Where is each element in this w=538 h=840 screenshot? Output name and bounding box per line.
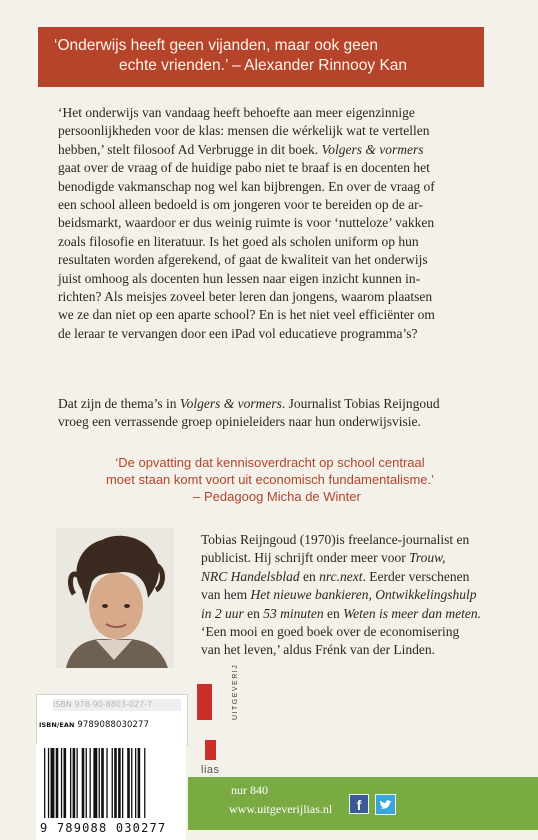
blurb-line: de leraar te vervangen door een iPad vol educatieve programma’s? (58, 325, 418, 341)
barcode-bar (77, 748, 78, 818)
twitter-icon[interactable] (375, 794, 396, 815)
isbn-faded: ISBN 978-90-8803-027-7 (53, 699, 181, 711)
barcode-bar (64, 748, 67, 818)
book-title: Volgers & vormers (179, 396, 282, 411)
blurb-line: richten? Als meisjes zoveel beter leren dan jongens, waarom plaatsen (58, 289, 433, 305)
quote-banner (38, 27, 484, 87)
barcode-bar (106, 748, 107, 818)
publisher-logo-mark (197, 684, 212, 720)
publisher-url[interactable]: www.uitgeverijlias.nl (229, 802, 333, 816)
blurb-line: ‘Het onderwijs van vandaag heeft behoefte aan meer eigenzinnige (58, 105, 415, 120)
blurb-line: hebben,’ stelt filosoof Ad Verbrugge in dit boek. Volgers & vormers (58, 141, 424, 157)
author-photo (56, 528, 174, 668)
nur-code: nur 840 (231, 783, 268, 797)
blurb-line: resultaten worden afgerekend, of gaat de kwaliteit van het onderwijs (58, 252, 428, 268)
barcode-bar (118, 748, 121, 818)
blurb-line: we ze dan niet op een aparte school? En is het niet veel efficiënter om (58, 307, 435, 323)
publisher-logo-vertical-text: UITGEVERIJ (232, 663, 239, 720)
barcode-bar (90, 748, 91, 818)
quote-attribution: – Pedagoog Micha de Winter (193, 489, 361, 505)
barcode-bar (112, 748, 113, 818)
publisher-logo-name: lias (201, 764, 220, 776)
barcode-bar (101, 748, 104, 818)
barcode-bar (86, 748, 87, 818)
banner-line-2: echte vrienden.’ – Alexander Rinnooy Kan (118, 57, 408, 74)
barcode-bar (44, 748, 45, 818)
barcode-bar (70, 748, 71, 818)
barcode-bar (56, 748, 59, 818)
barcode-bar (48, 748, 49, 818)
barcode-bar (61, 748, 62, 818)
barcode-bar (82, 748, 85, 818)
barcode-bar (127, 748, 130, 818)
barcode-bar (138, 748, 141, 818)
barcode-bar (93, 748, 97, 818)
barcode-bar (131, 748, 132, 818)
blurb-line: benodigde vakmanschap nog wel kan bijbrengen. En over de vraag of (58, 178, 435, 194)
isbn-label (36, 694, 188, 746)
blurb-line: gaat over de vraag of de huidige pabo niet te braaf is en docenten het (58, 160, 430, 176)
barcode-bar (114, 748, 117, 818)
pull-quote: ‘De opvatting dat kennisoverdracht op school centraal moet staan komt voort uit economisch fundamentalisme.’ – Pedagoog Micha de Winter (60, 454, 480, 506)
blurb-line: persoonlijkheden voor de klas: mensen die wérkelijk wat te vertellen (58, 123, 430, 139)
barcode-bar (144, 748, 145, 818)
barcode-bars (36, 744, 186, 822)
isbn-line: ISBN/EAN 9789088030277 (39, 720, 150, 730)
book-title: Volgers & vormers (321, 141, 424, 157)
barcode-bar (135, 748, 136, 818)
themes-paragraph: Dat zijn de thema’s in Volgers & vormers. Journalist Tobias Reijngoud vroeg een verrassende groep opinieleiders naar hun onderwijsvisie. (58, 396, 440, 430)
blurb-line: een school alleen bedoeld is om jongeren voor te bereiden op de ar- (58, 197, 423, 213)
blurb-line: zoals filosofie en literatuur. Is het goed als scholen uniform op hun (58, 233, 419, 249)
barcode-bar (51, 748, 55, 818)
barcode-bar (122, 748, 123, 818)
blurb-line: juist omhoog als docenten hun lessen naar eigen inzicht kunnen in- (58, 270, 421, 286)
barcode-bar (99, 748, 100, 818)
barcode (36, 744, 186, 840)
publisher-logo-mark-lower (205, 740, 216, 760)
blurb-line: beidsmarkt, waardoor er dus weinig ruimte is voor ‘nutteloze’ vakken (58, 215, 435, 231)
facebook-icon[interactable]: f (349, 794, 369, 814)
banner-line-1: ‘Onderwijs heeft geen vijanden, maar ook geen (54, 37, 378, 54)
blurb-paragraph (58, 104, 484, 343)
barcode-digits: 9 789088 030277 (40, 821, 167, 835)
barcode-bar (73, 748, 76, 818)
author-bio: Tobias Reijngoud (1970)is freelance-journalist en publicist. Hij schrijft onder meer voor Trouw, NRC Handelsblad en nrc.next. Eerder verschenen van hem Het nieuwe bankieren, Ontwikkelingshulp in 2 uur en 53 minuten en Weten is meer dan meten. ‘Een mooi en goed boek over de economisering van het leven,’ aldus Frénk van der Linden. (201, 532, 481, 658)
